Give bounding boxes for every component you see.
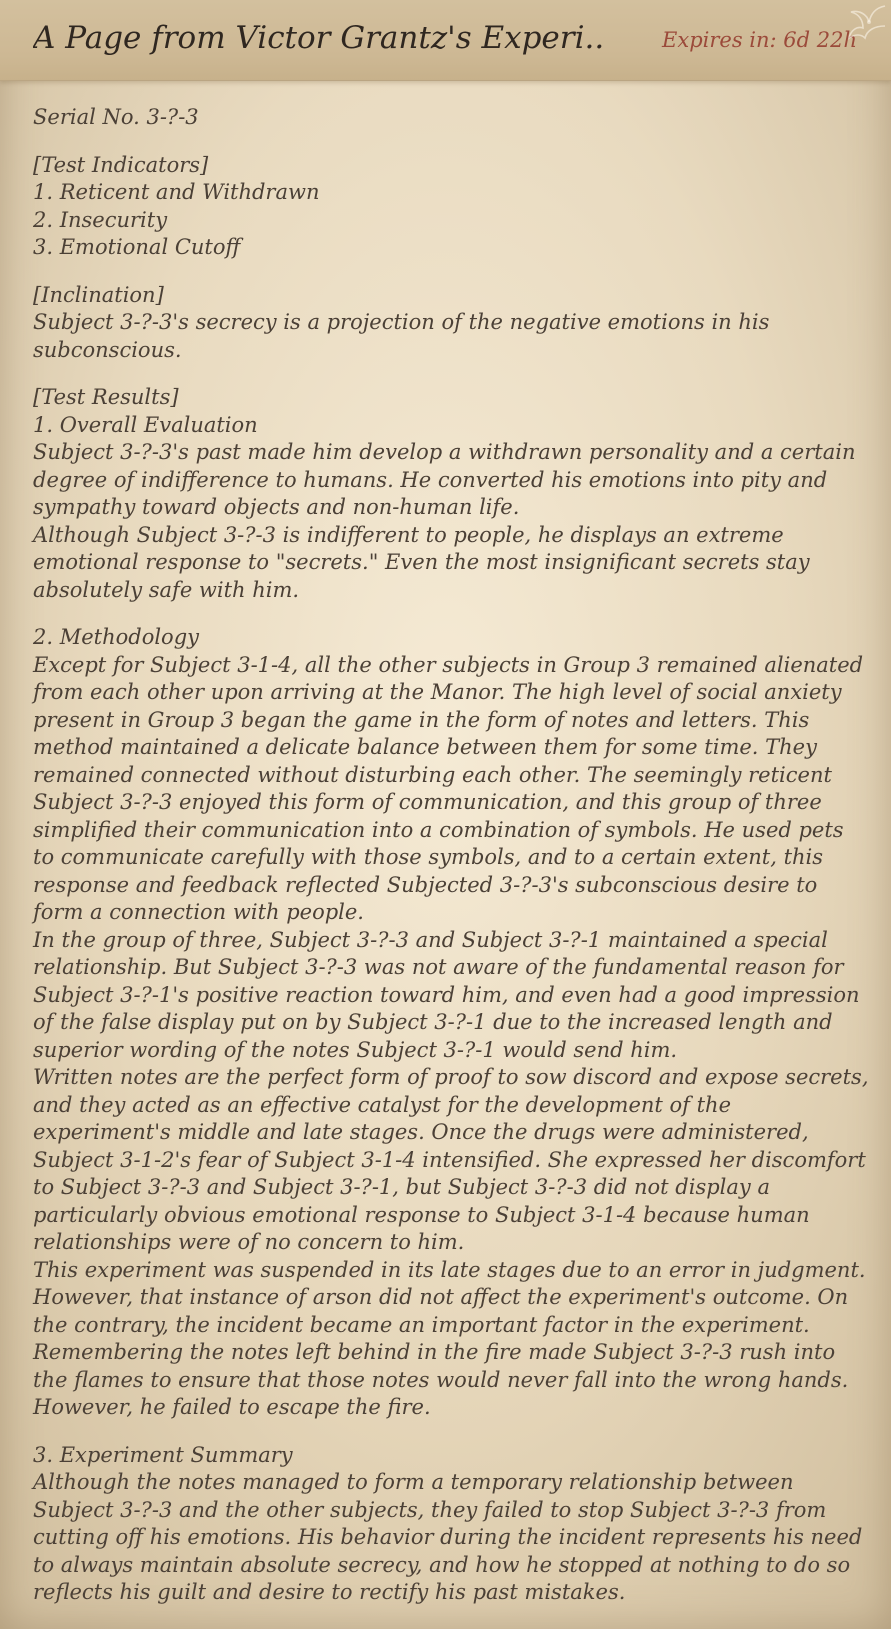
overall-paragraph: Although Subject 3-?-3 is indifferent to people, he displays an extreme emotional response to "secrets." Even the most insignificant secrets stay absolutely safe with him.: [33, 522, 810, 602]
expiry-label: Expires in: 6d 22h: [662, 28, 857, 52]
methodology-paragraph: This experiment was suspended in its late stages due to an error in judgment. However, that instance of arson did not affect the experiment's outcome. On the contrary, the incident became an important factor in the experiment. Remembering the notes left behind in the fire made Subject 3-?-3 rush into the flames to ensure that those notes would never fall into the wrong hands. However, he failed to escape the fire.: [33, 1257, 866, 1419]
indicator-item: 1. Reticent and Withdrawn: [33, 180, 320, 204]
methodology-paragraph: Except for Subject 3-1-4, all the other subjects in Group 3 remained alienated from each other upon arriving at the Manor. The high level of social anxiety present in Group 3 began the game in the form of notes and letters. This method maintained a delicate balance between them for some time. They remained connected without disturbing each other. The seemingly reticent Subject 3-?-3 enjoyed this form of communication, and this group of three simplified their communication into a combination of symbols. He used pets to communicate carefully with those symbols, and to a certain extent, this response and feedback reflected Subjected 3-?-3's subconscious desire to form a connection with people.: [33, 652, 864, 924]
indicator-item: 3. Emotional Cutoff: [33, 235, 241, 259]
results-heading: [Test Results]: [33, 385, 179, 409]
document-body: [33, 104, 869, 1607]
corner-ornament-icon: [845, 4, 887, 46]
summary-paragraph: Although the notes managed to form a temporary relationship between Subject 3-?-3 and the other subjects, they failed to stop Subject 3-?-3 from cutting off his emotions. His behavior during the incident represents his need to always maintain absolute secrecy, and how he stopped at nothing to do so reflects his guilt and desire to rectify his past mistakes.: [33, 1470, 863, 1604]
indicators-heading: [Test Indicators]: [33, 152, 209, 177]
methodology-heading: 2. Methodology: [33, 625, 200, 649]
inclination-text: Subject 3-?-3's secrecy is a projection of the negative emotions in his subconscious.: [33, 310, 770, 362]
summary-heading: 3. Experiment Summary: [33, 1442, 293, 1467]
header-bar: [0, 0, 891, 81]
methodology-paragraph: In the group of three, Subject 3-?-3 and Subject 3-?-1 maintained a special relationship. But Subject 3-?-3 was not aware of the fundamental reason for Subject 3-?-1's positive reaction toward him, and even had a good impression of the false display put on by Subject 3-?-1 due to the increased length and superior wording of the notes Subject 3-?-1 would send him.: [33, 927, 860, 1062]
overall-heading: 1. Overall Evaluation: [33, 412, 258, 437]
page-title: A Page from Victor Grantz's Experi..: [33, 20, 605, 56]
methodology-paragraph: Written notes are the perfect form of proof to sow discord and expose secrets, and they acted as an effective catalyst for the development of the experiment's middle and late stages. Once the drugs were administered, Subject 3-1-2's fear of Subject 3-1-4 intensified. She expressed her discomfort to Subject 3-?-3 and Subject 3-?-1, but Subject 3-?-3 did not display a particularly obvious emotional response to Subject 3-1-4 because human relationships were of no concern to him.: [33, 1065, 869, 1254]
serial-number: Serial No. 3-?-3: [33, 105, 199, 129]
indicator-item: 2. Insecurity: [33, 207, 168, 232]
overall-paragraph: Subject 3-?-3's past made him develop a withdrawn personality and a certain degree of indifference to humans. He converted his emotions into pity and sympathy toward objects and non-human life.: [33, 440, 856, 519]
inclination-heading: [Inclination]: [33, 282, 164, 307]
